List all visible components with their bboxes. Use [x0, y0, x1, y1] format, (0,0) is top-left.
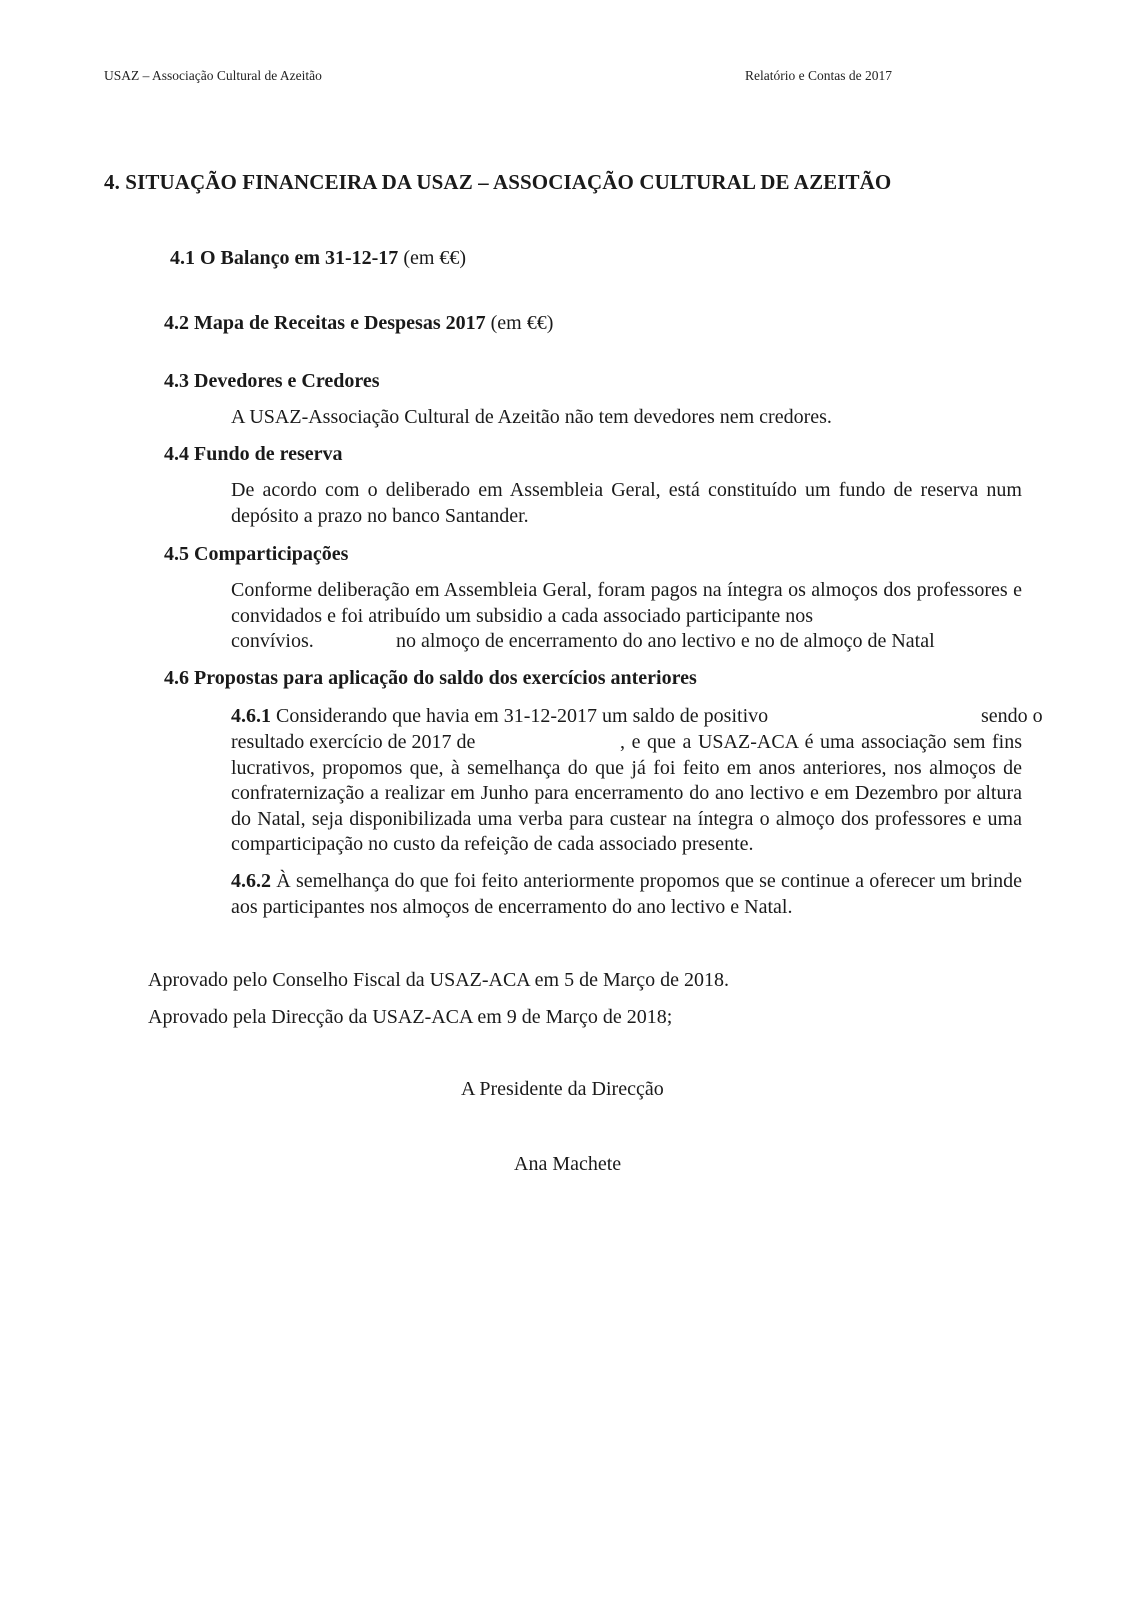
heading-4-3: 4.3 Devedores e Credores — [164, 370, 380, 392]
approval-direccao: Aprovado pela Direcção da USAZ-ACA em 9 de Março de 2018; — [148, 1006, 673, 1028]
text-4-6-1-resultado: resultado exercício de 2017 de — [231, 731, 476, 753]
heading-4-1-label: 4.1 O Balanço em 31-12-17 — [170, 247, 399, 269]
heading-4-2-unit: (em €€) — [485, 312, 554, 334]
item-4-6-1-number: 4.6.1 — [231, 705, 271, 727]
item-4-6-1-opening: Considerando que havia em 31-12-2017 um saldo de positivo — [271, 705, 769, 727]
item-4-6-2-number: 4.6.2 — [231, 870, 271, 892]
item-4-6-2-text: À semelhança do que foi feito anteriormente propomos que se continue a oferecer um brinde aos participantes nos almoços de encerramento do ano lectivo e Natal. — [231, 870, 1022, 918]
text-4-6-1-sendo: sendo o — [981, 705, 1043, 727]
heading-4-6: 4.6 Propostas para aplicação do saldo dos exercícios anteriores — [164, 667, 697, 689]
text-4-3: A USAZ-Associação Cultural de Azeitão não tem devedores nem credores. — [231, 406, 832, 428]
section-title: 4. SITUAÇÃO FINANCEIRA DA USAZ – ASSOCIAÇÃO CULTURAL DE AZEITÃO — [104, 170, 892, 194]
text-4-5: Conforme deliberação em Assembleia Geral, foram pagos na íntegra os almoços dos professores e convidados e foi atribuído um subsidio a cada associado participante nos — [231, 579, 1022, 627]
heading-4-5: 4.5 Comparticipações — [164, 543, 349, 565]
text-4-5-last-b: no almoço de encerramento do ano lectivo e no de almoço de Natal — [396, 630, 935, 652]
approval-fiscal: Aprovado pelo Conselho Fiscal da USAZ-ACA em 5 de Março de 2018. — [148, 969, 730, 991]
header-org-name: USAZ – Associação Cultural de Azeitão — [104, 68, 322, 83]
header-report-title: Relatório e Contas de 2017 — [745, 68, 892, 83]
text-4-4: De acordo com o deliberado em Assembleia Geral, está constituído um fundo de reserva num depósito a prazo no banco Santander. — [231, 479, 1022, 527]
heading-4-4: 4.4 Fundo de reserva — [164, 443, 343, 465]
heading-4-2-label: 4.2 Mapa de Receitas e Despesas 2017 — [164, 312, 486, 334]
signature-name: Ana Machete — [514, 1153, 622, 1175]
text-4-6-1-line1 — [231, 704, 768, 729]
text-4-6-1-body: , e que a USAZ-ACA é uma associação sem fins lucrativos, propomos que, à semelhança do que já foi feito em anos anteriores, nos almoços de confraternização a realizar em Junho para encerramento do ano lectivo e em Dezembro por altura do Natal, seja disponibilizada uma verba para custear na íntegra o almoço dos professores e uma comparticipação no custo da refeição de cada associado presente. — [231, 731, 1022, 855]
text-4-5-last-a: convívios. — [231, 630, 314, 652]
heading-4-1-unit: (em €€) — [398, 247, 467, 269]
signature-role: A Presidente da Direcção — [461, 1078, 664, 1100]
text-4-6-2 — [231, 869, 1022, 920]
heading-4-1 — [170, 246, 466, 271]
heading-4-2 — [164, 311, 553, 336]
